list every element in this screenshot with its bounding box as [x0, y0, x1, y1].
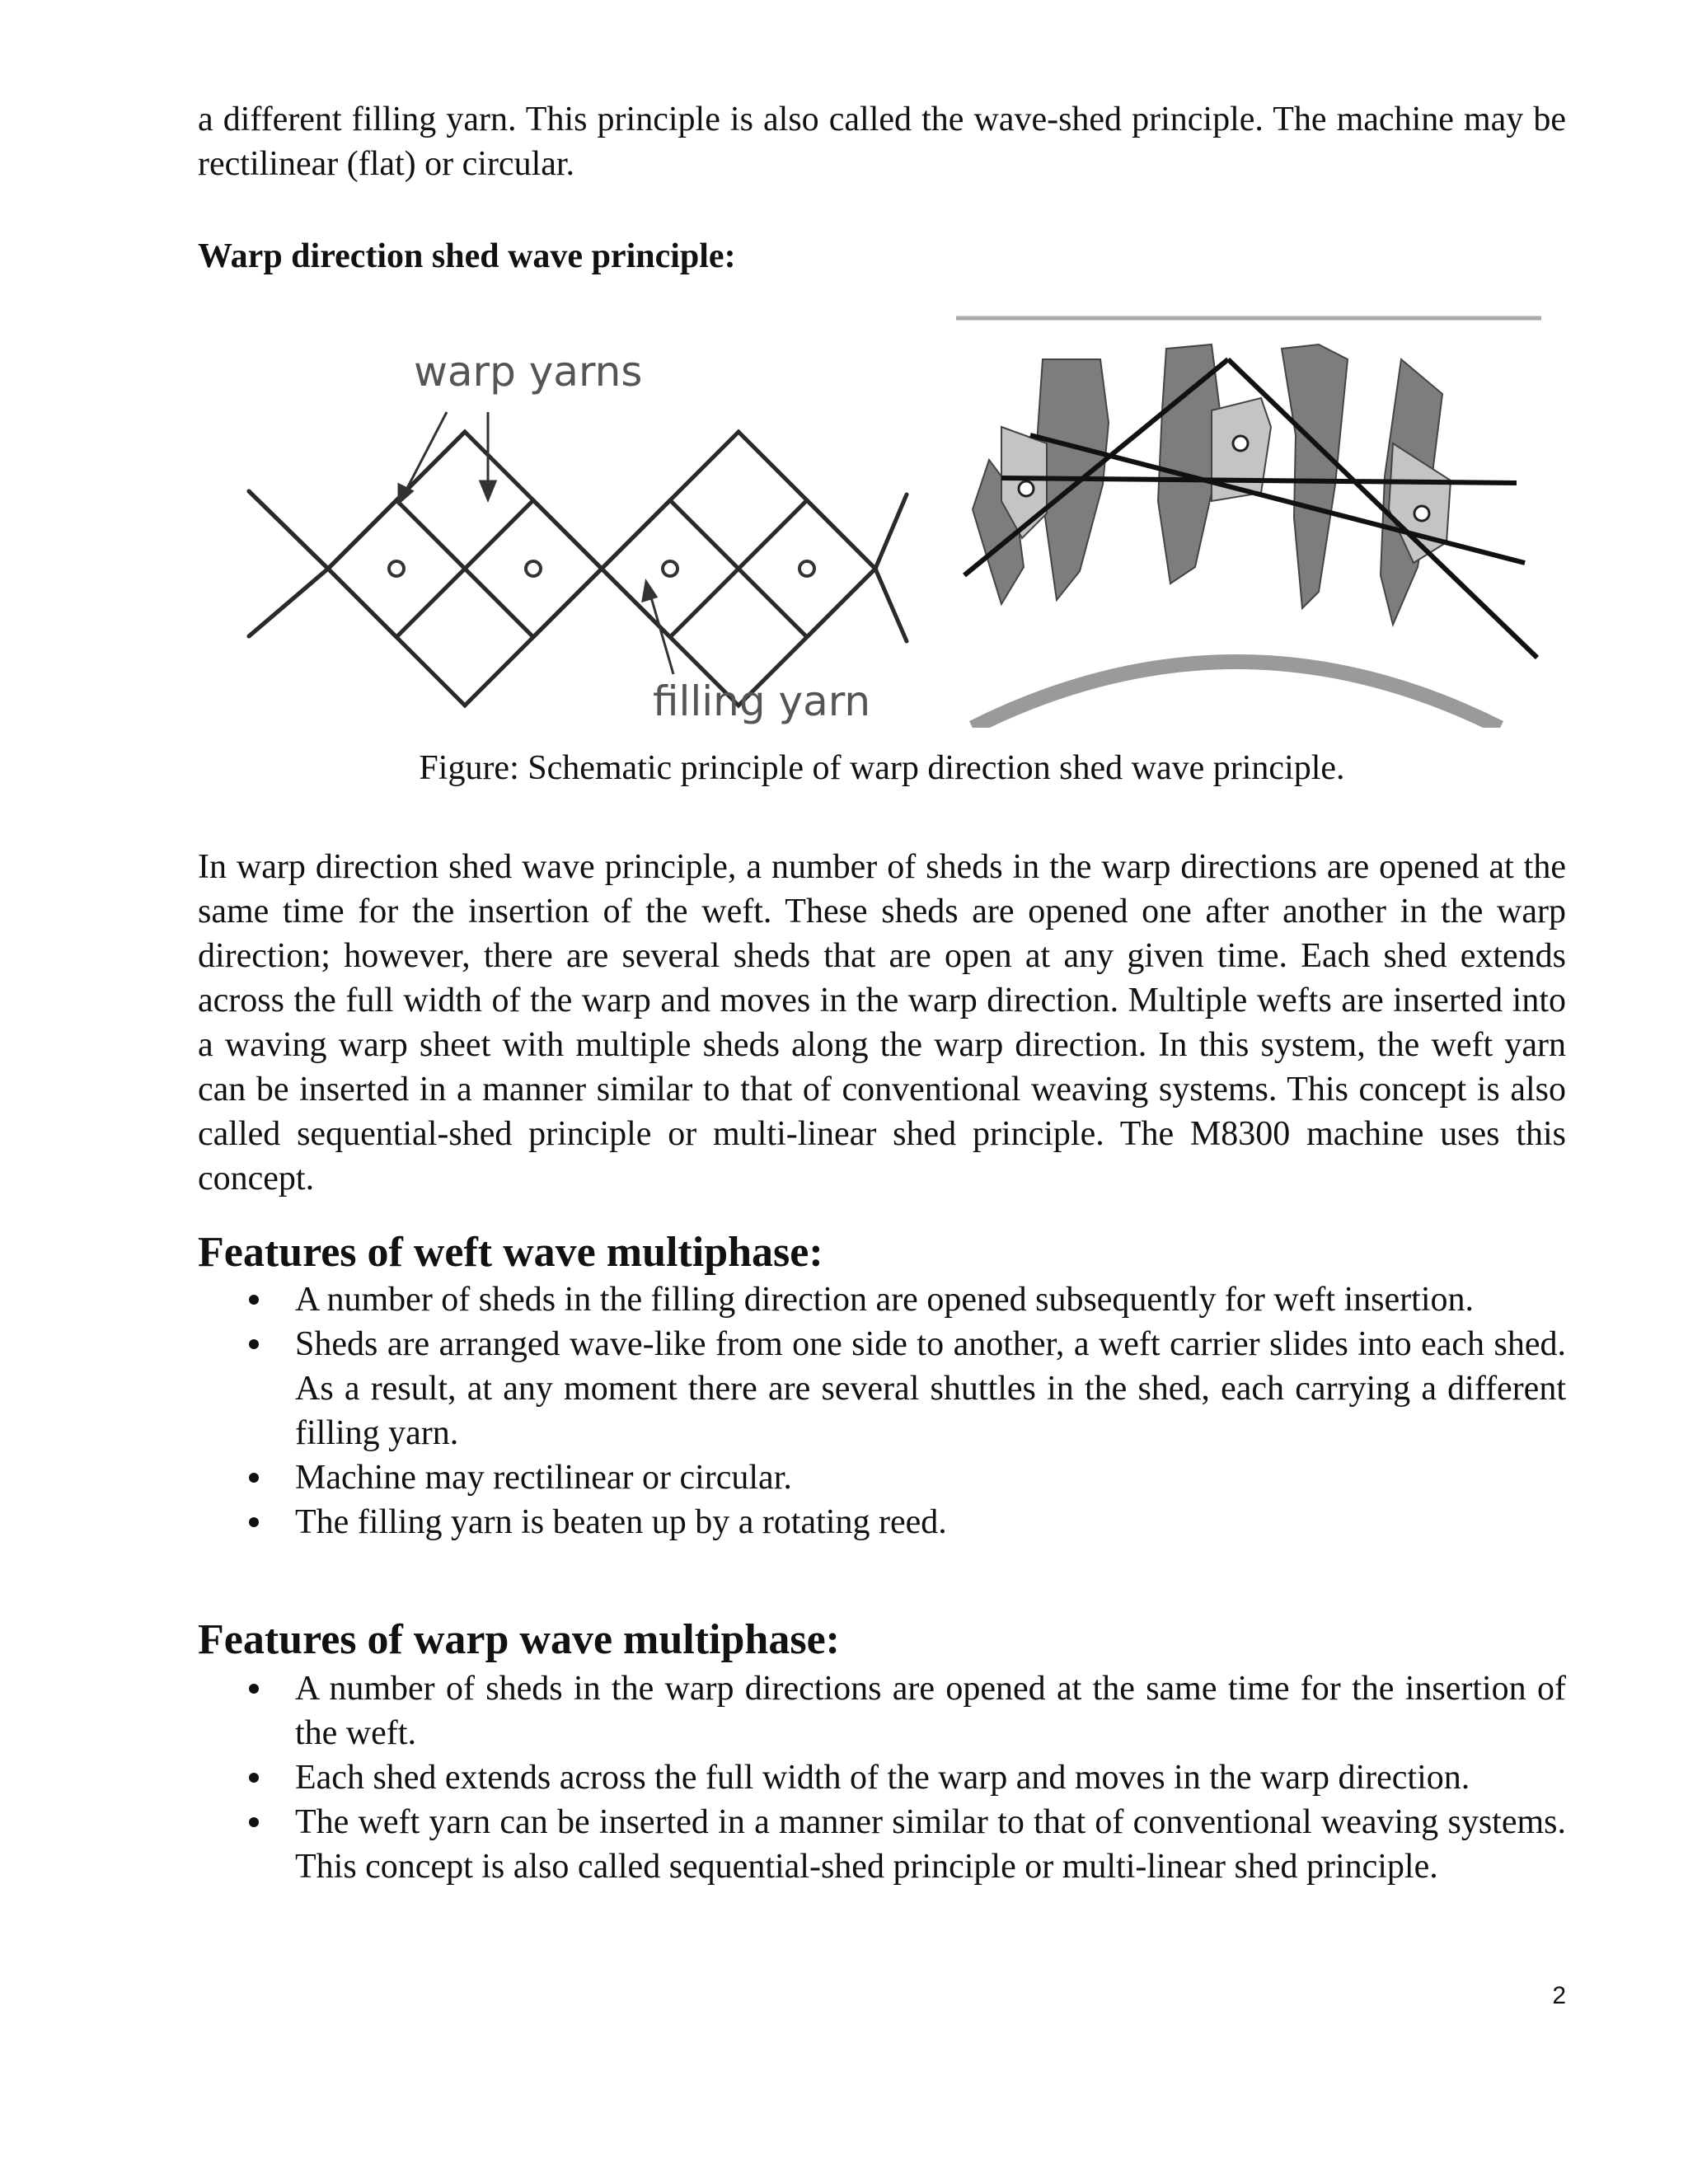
list-item: Machine may rectilinear or circular.: [198, 1455, 1566, 1500]
warp-shed-3: [1282, 344, 1348, 608]
paragraph-warp-direction: In warp direction shed wave principle, a number of sheds in the warp directions are opened at the same time for the insertion of the weft. These sheds are opened one after another in the warp direction; however, there are several sheds that are open at any given time. Each shed extends across the full width of the warp and moves in the warp direction. Multiple wefts are inserted into a waving warp sheet with multiple sheds along the warp direction. In this system, the weft yarn can be inserted in a manner similar to that of conventional weaving systems. This concept is also called sequential-shed principle or multi-linear shed principle. The M8300 machine uses this concept.: [198, 848, 1566, 1197]
warp-yarn-left-edge: [249, 432, 465, 569]
label-filling-yarn: filling yarn: [653, 677, 871, 725]
warp-yarn-schematic-figure: [216, 312, 917, 728]
list-item: The weft yarn can be inserted in a manner similar to that of conventional weaving systems. This concept is also called sequential-shed principle or multi-linear shed principle.: [198, 1800, 1566, 1889]
paragraph-intro: a different filling yarn. This principle is also called the wave-shed principle. The machine may be rectilinear (flat) or circular.: [198, 101, 1566, 183]
filling-yarn-dot-3: [663, 561, 678, 576]
filling-yarn-dot-4: [799, 561, 814, 576]
arrow-head-2: [481, 481, 495, 499]
label-warp-yarns: warp yarns: [414, 348, 643, 396]
filling-yarn-dot-2: [526, 561, 541, 576]
filling-yarn-dot-1: [389, 561, 404, 576]
list-item: A number of sheds in the warp directions are opened at the same time for the insertion of the weft.: [198, 1666, 1566, 1755]
warp-wave-feature-list: [198, 1666, 1566, 1889]
circular-reed-arc: [973, 662, 1500, 728]
circular-shed-machine-figure: [956, 312, 1550, 728]
arrow-head-3: [643, 582, 656, 601]
shed-line-right: [1228, 359, 1537, 658]
list-item: A number of sheds in the filling direction are opened subsequently for weft insertion.: [198, 1277, 1566, 1322]
warp-yarn-upper-line: [249, 432, 875, 569]
heading-warp-wave-features: Features of warp wave multiphase:: [198, 1616, 840, 1663]
heading-warp-direction: Warp direction shed wave principle:: [198, 237, 736, 275]
figure-caption: Figure: Schematic principle of warp direction shed wave principle.: [419, 749, 1345, 787]
list-item: The filling yarn is beaten up by a rotating reed.: [198, 1500, 1566, 1544]
warp-shed-2: [1158, 344, 1220, 583]
page-number: 2: [1552, 1982, 1566, 2009]
heading-weft-wave-features: Features of weft wave multiphase:: [198, 1229, 823, 1276]
list-item: Sheds are arranged wave-like from one side to another, a weft carrier slides into each shed. As a result, at any moment there are several shuttles in the shed, each carrying a different filling yarn.: [198, 1322, 1566, 1455]
list-item: Each shed extends across the full width of the warp and moves in the warp direction.: [198, 1755, 1566, 1800]
weft-wave-feature-list: [198, 1277, 1566, 1544]
